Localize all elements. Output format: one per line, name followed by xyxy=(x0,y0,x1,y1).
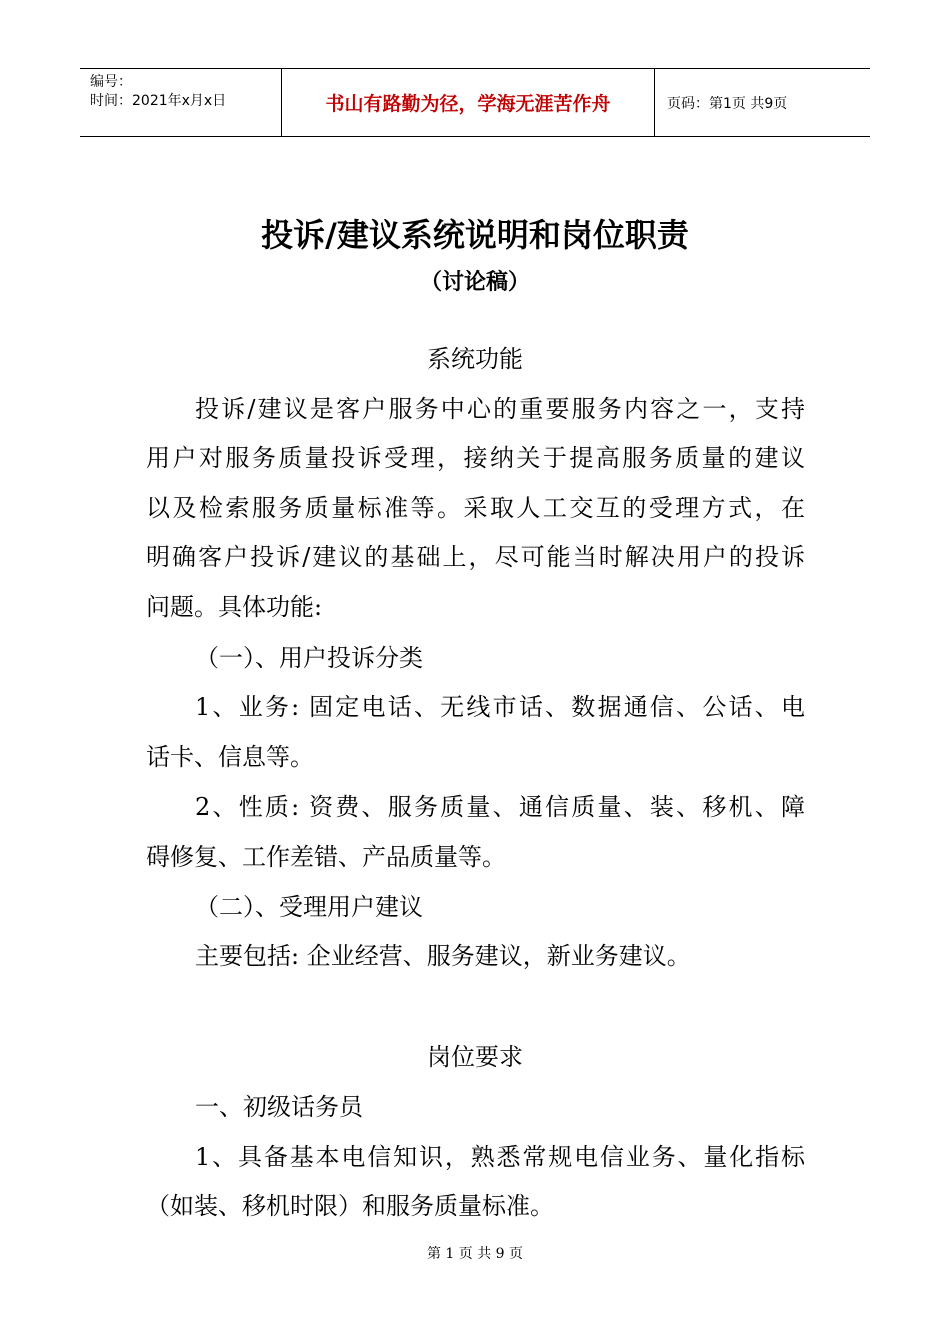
document-title: 投诉/建议系统说明和岗位职责 xyxy=(261,216,689,254)
number-label: 编号： xyxy=(90,74,132,90)
header-page-cell xyxy=(655,69,870,136)
paragraph-line: 用户对服务质量投诉受理，接纳关于提高服务质量的建议 xyxy=(146,444,805,472)
paragraph-line: 问题。具体功能: xyxy=(146,593,323,621)
list-item-line: 话卡、信息等。 xyxy=(146,743,314,771)
list-item-line: 1、业务: 固定电话、无线市话、数据通信、公话、电 xyxy=(195,693,805,721)
list-item-line: 碍修复、工作差错、产品质量等。 xyxy=(146,843,506,871)
list-item-line: 2、性质: 资费、服务质量、通信质量、装、移机、障 xyxy=(195,793,805,821)
motto-text: 书山有路勤为径，学海无涯苦作舟 xyxy=(325,93,611,115)
page-footer: 第 1 页 共 9 页 xyxy=(426,1246,524,1262)
paragraph-line: 主要包括: 企业经营、服务建议，新业务建议。 xyxy=(195,942,691,970)
paragraph-line: 明确客户投诉/建议的基础上，尽可能当时解决用户的投诉 xyxy=(146,543,805,571)
document-subtitle: （讨论稿） xyxy=(419,270,530,295)
header-motto-cell xyxy=(282,69,655,136)
role-heading-junior-operator: 一、初级话务员 xyxy=(195,1093,363,1121)
header-meta-cell xyxy=(80,69,282,136)
subsection-heading-complaint-categories: （一）、用户投诉分类 xyxy=(195,644,423,672)
paragraph-line: 投诉/建议是客户服务中心的重要服务内容之一，支持 xyxy=(195,395,805,423)
list-item-line: （如装、移机时限）和服务质量标准。 xyxy=(146,1192,554,1220)
section-heading-position-requirements: 岗位要求 xyxy=(427,1043,523,1071)
paragraph-line: 以及检索服务质量标准等。采取人工交互的受理方式，在 xyxy=(146,494,805,522)
time-label: 时间：2021年x月x日 xyxy=(90,93,227,109)
list-item-line: 1、具备基本电信知识，熟悉常规电信业务、量化指标 xyxy=(195,1143,805,1171)
subsection-heading-user-suggestions: （二）、受理用户建议 xyxy=(195,893,423,921)
section-heading-system-functions: 系统功能 xyxy=(427,345,523,373)
document-header xyxy=(80,68,870,137)
page-number-label: 页码：第1页 共9页 xyxy=(667,95,788,112)
